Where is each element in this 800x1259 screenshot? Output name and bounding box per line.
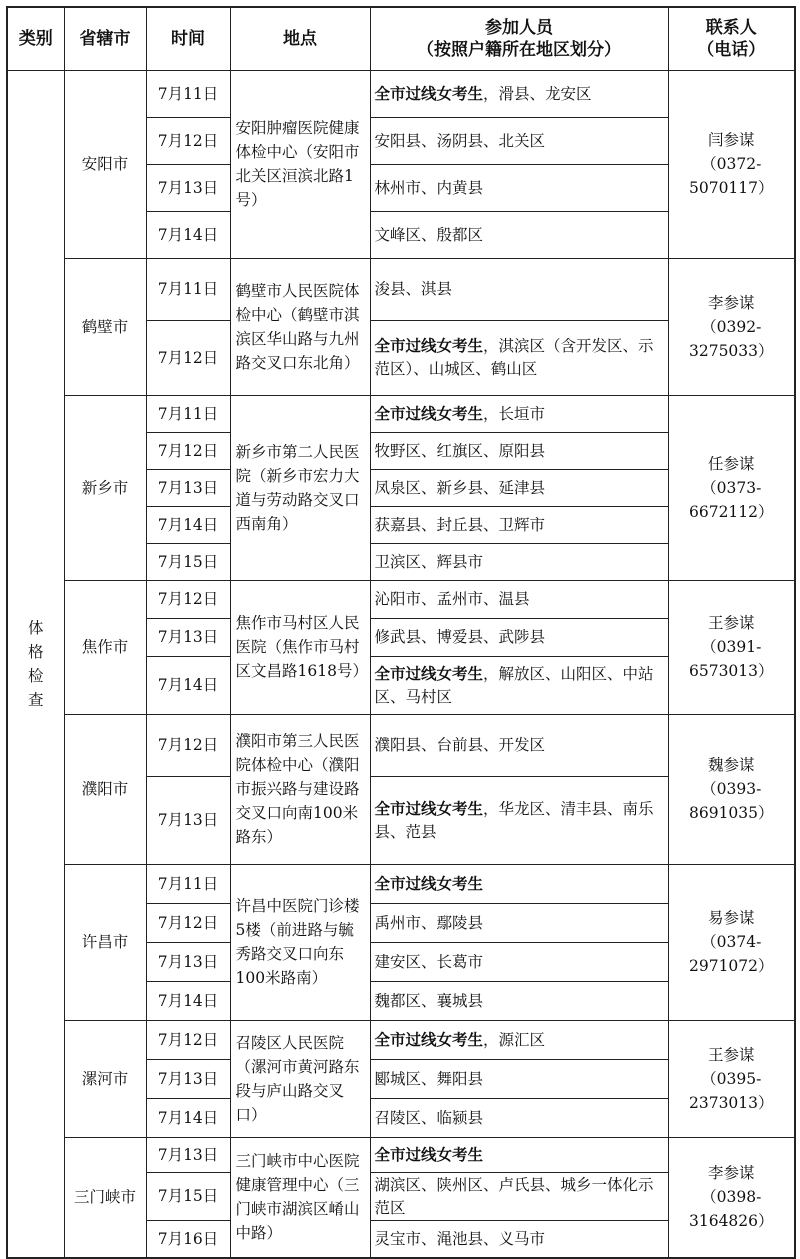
category-cell bbox=[7, 70, 64, 1258]
participants-districts: 修武县、博爱县、武陟县 bbox=[374, 628, 546, 646]
participants-districts: ，源汇区 bbox=[483, 1030, 546, 1049]
participants-districts: 召陵区、临颍县 bbox=[374, 1108, 484, 1127]
contact-name: 王参谋 bbox=[707, 1045, 755, 1064]
table-row bbox=[7, 70, 795, 117]
table-row bbox=[7, 395, 795, 432]
participants-districts: 凤泉区、新乡县、延津县 bbox=[374, 478, 546, 497]
header-contact-title: 联系人 bbox=[705, 17, 757, 38]
category-label: 体格检查 bbox=[28, 618, 44, 709]
participants-cell bbox=[370, 320, 668, 395]
contact-phone-area: （0393- bbox=[701, 780, 762, 798]
participants-districts: 文峰区、殷都区 bbox=[374, 225, 484, 244]
header-location: 地点 bbox=[230, 7, 370, 70]
exam-date: 7月13日 bbox=[146, 1059, 230, 1098]
exam-date: 7月13日 bbox=[146, 164, 230, 211]
header-row bbox=[7, 7, 795, 70]
contact-phone-area: （0373- bbox=[701, 478, 762, 497]
contact-phone-number: 6573013） bbox=[688, 662, 774, 680]
exam-date: 7月12日 bbox=[146, 580, 230, 618]
contact-phone-area: （0372- bbox=[701, 155, 762, 173]
participants-cell bbox=[370, 714, 668, 776]
exam-date: 7月15日 bbox=[146, 1172, 230, 1220]
exam-location: 三门峡市中心医院健康管理中心（三门峡市湖滨区崤山中路） bbox=[230, 1137, 370, 1258]
participants-cell bbox=[370, 211, 668, 258]
contact-phone-number: 8691035） bbox=[688, 804, 774, 822]
exam-date: 7月12日 bbox=[146, 1020, 230, 1059]
exam-date: 7月14日 bbox=[146, 656, 230, 714]
exam-date: 7月12日 bbox=[146, 903, 230, 942]
header-city: 省辖市 bbox=[64, 7, 146, 70]
participants-cell bbox=[370, 543, 668, 580]
exam-date: 7月13日 bbox=[146, 618, 230, 656]
contact-cell bbox=[668, 1137, 795, 1258]
exam-location: 焦作市马村区人民医院（焦作市马村区文昌路1618号） bbox=[230, 580, 370, 714]
participants-districts: 禹州市、鄢陵县 bbox=[374, 913, 484, 932]
participants-cell bbox=[370, 117, 668, 164]
participants-highlight: 全市过线女考生 bbox=[374, 403, 484, 423]
city-name: 三门峡市 bbox=[64, 1137, 146, 1258]
header-contact-note: （电话） bbox=[697, 39, 766, 60]
exam-schedule-table bbox=[6, 6, 796, 1259]
contact-phone-area: （0392- bbox=[701, 317, 762, 336]
contact-name: 李参谋 bbox=[707, 1164, 755, 1183]
participants-cell bbox=[370, 981, 668, 1020]
participants-cell bbox=[370, 432, 668, 469]
contact-cell bbox=[668, 395, 795, 580]
table-row bbox=[7, 864, 795, 903]
participants-cell bbox=[370, 1172, 668, 1220]
participants-cell bbox=[370, 1020, 668, 1059]
city-name: 鹤壁市 bbox=[64, 258, 146, 395]
contact-phone-number: 3275033） bbox=[688, 341, 774, 360]
header-category: 类别 bbox=[7, 7, 64, 70]
table-row bbox=[7, 1020, 795, 1059]
exam-date: 7月15日 bbox=[146, 543, 230, 580]
exam-date: 7月14日 bbox=[146, 1098, 230, 1137]
city-name: 安阳市 bbox=[64, 70, 146, 258]
exam-date: 7月14日 bbox=[146, 211, 230, 258]
exam-date: 7月13日 bbox=[146, 469, 230, 506]
contact-name: 李参谋 bbox=[707, 293, 755, 312]
exam-date: 7月13日 bbox=[146, 1137, 230, 1172]
contact-phone-area: （0391- bbox=[701, 638, 762, 656]
exam-date: 7月12日 bbox=[146, 432, 230, 469]
participants-cell bbox=[370, 776, 668, 864]
contact-phone-number: 2971072） bbox=[688, 957, 774, 975]
participants-districts: 濮阳县、台前县、开发区 bbox=[374, 736, 546, 754]
exam-date: 7月11日 bbox=[146, 258, 230, 320]
participants-cell bbox=[370, 1220, 668, 1258]
participants-districts: 魏都区、襄城县 bbox=[374, 991, 484, 1010]
contact-name: 魏参谋 bbox=[707, 756, 755, 774]
participants-districts: 湖滨区、陕州区、卢氏县、城乡一体化示范区 bbox=[374, 1175, 654, 1217]
participants-districts: 灵宝市、渑池县、义马市 bbox=[374, 1229, 546, 1248]
header-participants-note: （按照户籍所在地区划分） bbox=[417, 39, 621, 60]
participants-cell bbox=[370, 506, 668, 543]
contact-phone-number: 5070117） bbox=[688, 179, 774, 197]
contact-name: 王参谋 bbox=[707, 614, 755, 632]
participants-cell bbox=[370, 618, 668, 656]
participants-districts: 牧野区、红旗区、原阳县 bbox=[374, 441, 546, 460]
exam-location: 召陵区人民医院（漯河市黄河路东段与庐山路交叉口） bbox=[230, 1020, 370, 1137]
exam-date: 7月13日 bbox=[146, 776, 230, 864]
contact-phone-area: （0398- bbox=[701, 1188, 762, 1207]
participants-districts: 建安区、长葛市 bbox=[374, 952, 484, 971]
participants-cell bbox=[370, 580, 668, 618]
participants-cell bbox=[370, 942, 668, 981]
participants-cell bbox=[370, 164, 668, 211]
exam-date: 7月11日 bbox=[146, 395, 230, 432]
exam-date: 7月14日 bbox=[146, 981, 230, 1020]
contact-cell bbox=[668, 70, 795, 258]
participants-districts: ，淇滨区（含开发区、示范区）、山城区、鹤山区 bbox=[374, 337, 654, 378]
header-contact bbox=[668, 7, 795, 70]
exam-date: 7月11日 bbox=[146, 864, 230, 903]
contact-cell bbox=[668, 864, 795, 1020]
participants-districts: ，滑县、龙安区 bbox=[483, 84, 592, 103]
contact-phone-number: 2373013） bbox=[688, 1093, 774, 1112]
table-row bbox=[7, 258, 795, 320]
participants-districts: ，解放区、山阳区、中站区、马村区 bbox=[374, 664, 654, 706]
participants-highlight: 全市过线女考生 bbox=[374, 1144, 484, 1164]
participants-cell bbox=[370, 864, 668, 903]
participants-cell bbox=[370, 903, 668, 942]
exam-date: 7月12日 bbox=[146, 714, 230, 776]
exam-location: 安阳肿瘤医院健康体检中心（安阳市北关区洹滨北路1号） bbox=[230, 70, 370, 258]
participants-districts: 浚县、淇县 bbox=[374, 280, 453, 298]
table-row bbox=[7, 1137, 795, 1172]
exam-date: 7月11日 bbox=[146, 70, 230, 117]
participants-districts: ，长垣市 bbox=[483, 404, 546, 423]
exam-location: 新乡市第二人民医院（新乡市宏力大道与劳动路交叉口西南角） bbox=[230, 395, 370, 580]
contact-phone-number: 6672112） bbox=[688, 502, 774, 521]
exam-date: 7月12日 bbox=[146, 320, 230, 395]
contact-cell bbox=[668, 258, 795, 395]
exam-location: 濮阳市第三人民医院体检中心（濮阳市振兴路与建设路交叉口向南100米路东） bbox=[230, 714, 370, 864]
participants-cell bbox=[370, 395, 668, 432]
city-name: 新乡市 bbox=[64, 395, 146, 580]
participants-highlight: 全市过线女考生 bbox=[374, 798, 484, 818]
participants-districts: ，华龙区、清丰县、南乐县、范县 bbox=[374, 799, 654, 841]
participants-highlight: 全市过线女考生 bbox=[374, 663, 484, 683]
participants-highlight: 全市过线女考生 bbox=[374, 873, 484, 893]
exam-date: 7月13日 bbox=[146, 942, 230, 981]
contact-name: 任参谋 bbox=[707, 454, 755, 473]
participants-highlight: 全市过线女考生 bbox=[374, 336, 484, 355]
schedule-body bbox=[7, 70, 795, 1258]
header-participants bbox=[370, 7, 668, 70]
participants-cell bbox=[370, 469, 668, 506]
contact-cell bbox=[668, 580, 795, 714]
participants-cell bbox=[370, 1098, 668, 1137]
participants-districts: 沁阳市、孟州市、温县 bbox=[374, 590, 530, 608]
participants-highlight: 全市过线女考生 bbox=[374, 1029, 484, 1049]
city-name: 漯河市 bbox=[64, 1020, 146, 1137]
participants-cell bbox=[370, 656, 668, 714]
contact-cell bbox=[668, 1020, 795, 1137]
participants-cell bbox=[370, 1137, 668, 1172]
header-participants-title: 参加人员 bbox=[485, 17, 553, 38]
participants-cell bbox=[370, 258, 668, 320]
participants-highlight: 全市过线女考生 bbox=[374, 83, 484, 103]
table-row bbox=[7, 714, 795, 776]
participants-districts: 林州市、内黄县 bbox=[374, 178, 484, 197]
contact-name: 易参谋 bbox=[707, 909, 755, 927]
participants-cell bbox=[370, 70, 668, 117]
exam-date: 7月16日 bbox=[146, 1220, 230, 1258]
contact-phone-area: （0374- bbox=[701, 933, 762, 951]
participants-districts: 安阳县、汤阴县、北关区 bbox=[374, 131, 546, 150]
exam-date: 7月12日 bbox=[146, 117, 230, 164]
participants-districts: 卫滨区、辉县市 bbox=[374, 552, 484, 571]
header-time: 时间 bbox=[146, 7, 230, 70]
participants-cell bbox=[370, 1059, 668, 1098]
exam-location: 鹤壁市人民医院体检中心（鹤壁市淇滨区华山路与九州路交叉口东北角） bbox=[230, 258, 370, 395]
city-name: 许昌市 bbox=[64, 864, 146, 1020]
table-row bbox=[7, 580, 795, 618]
contact-phone-area: （0395- bbox=[701, 1069, 762, 1088]
city-name: 焦作市 bbox=[64, 580, 146, 714]
contact-phone-number: 3164826） bbox=[688, 1212, 774, 1231]
participants-districts: 获嘉县、封丘县、卫辉市 bbox=[374, 515, 546, 534]
contact-name: 闫参谋 bbox=[707, 131, 755, 149]
exam-location: 许昌中医院门诊楼5楼（前进路与毓秀路交叉口向东100米路南） bbox=[230, 864, 370, 1020]
exam-date: 7月14日 bbox=[146, 506, 230, 543]
contact-cell bbox=[668, 714, 795, 864]
participants-districts: 郾城区、舞阳县 bbox=[374, 1069, 484, 1088]
city-name: 濮阳市 bbox=[64, 714, 146, 864]
